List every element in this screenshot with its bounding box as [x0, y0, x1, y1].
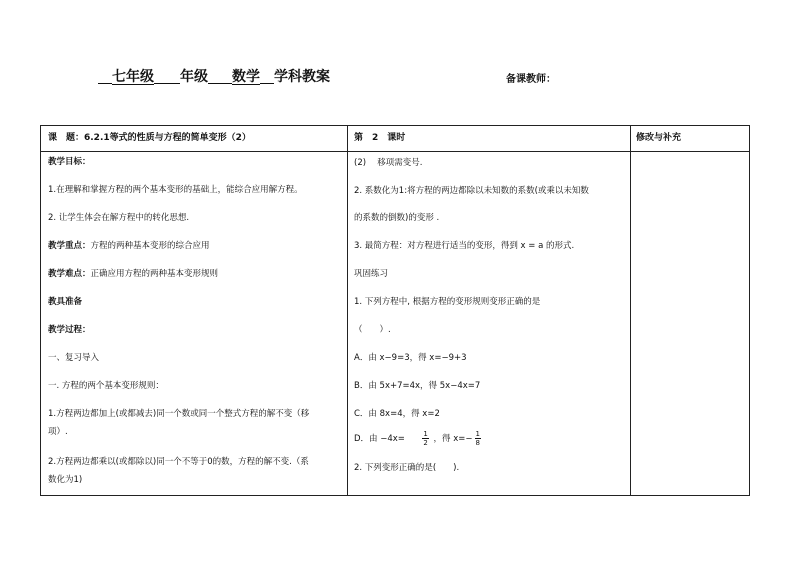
- option-a: A．由 x−9=3，得 x=−9+3: [354, 353, 467, 363]
- title-blank-4: [260, 67, 274, 84]
- rules-heading: 一. 方程的两个基本变形规则：: [48, 381, 164, 391]
- page-title: [98, 66, 330, 86]
- option-d-prefix: D．由 −4x=: [354, 434, 405, 444]
- option-b: B．由 5x+7=4x，得 5x−4x=7: [354, 381, 481, 391]
- option-d-fraction-2: [475, 430, 481, 447]
- question-1-blank: （ ）.: [354, 325, 391, 335]
- table-left-border: [40, 125, 41, 496]
- option-c: C．由 8x=4，得 x=2: [354, 409, 440, 419]
- table-top-border: [40, 125, 750, 126]
- title-subject: 数学: [232, 69, 260, 85]
- difficult-point: [48, 268, 218, 280]
- table-right-border: [749, 125, 750, 496]
- header-topic: 课 题：6.2.1等式的性质与方程的简单变形（2）: [48, 133, 251, 143]
- review-intro: 一、复习导入: [48, 353, 100, 363]
- title-blank-3: [208, 67, 232, 84]
- title-grade: 七年级: [112, 69, 154, 85]
- title-blank-2: [154, 67, 180, 84]
- fraction-2-numerator: 1: [475, 430, 480, 438]
- question-2: 2. 下列变形正确的是( ).: [354, 463, 460, 473]
- title-grade-suffix: 年级: [180, 69, 208, 85]
- rule-2-line-2: 数化为1): [48, 475, 83, 485]
- rule-1-line-2: 项）.: [48, 427, 68, 437]
- coefficient-rule-line-2: 的系数的倒数)的变形 .: [354, 213, 440, 223]
- title-suffix: 学科教案: [274, 69, 330, 85]
- table-col-divider-2: [630, 125, 631, 496]
- teaching-goals-heading: 教学目标：: [48, 157, 91, 167]
- teaching-aids-heading: 教具准备: [48, 297, 83, 307]
- fraction-1-denominator: 2: [423, 439, 428, 447]
- teacher-label: 备课教师：: [506, 74, 556, 85]
- simplest-equation: 3. 最简方程：对方程进行适当的变形，得到 x = a 的形式.: [354, 241, 575, 251]
- option-d: [354, 430, 483, 447]
- header-notes: 修改与补充: [636, 133, 682, 143]
- key-point-label: 教学重点：: [48, 241, 91, 251]
- fraction-2-denominator: 8: [475, 439, 480, 447]
- fraction-1-numerator: 1: [423, 430, 428, 438]
- teaching-process-heading: 教学过程：: [48, 325, 91, 335]
- key-point: [48, 240, 210, 252]
- difficult-point-label: 教学难点：: [48, 269, 91, 279]
- question-1: 1. 下列方程中, 根据方程的变形规则变形正确的是: [354, 297, 541, 307]
- table-header-divider: [40, 151, 750, 152]
- rule-1-line-1: 1.方程两边都加上(或都减去)同一个数或同一个整式方程的解不变（移: [48, 409, 310, 419]
- difficult-point-text: 正确应用方程的两种基本变形规则: [90, 269, 219, 279]
- goal-1: 1.在理解和掌握方程的两个基本变形的基础上，能综合应用解方程。: [48, 185, 303, 195]
- practice-heading: 巩固练习: [354, 269, 389, 279]
- option-d-fraction-1: [422, 430, 428, 447]
- option-d-middle: ，得 x=−: [433, 434, 473, 444]
- coefficient-rule-line-1: 2. 系数化为1:将方程的两边都除以未知数的系数(或乘以未知数: [354, 186, 589, 196]
- goal-2: 2. 让学生体会在解方程中的转化思想.: [48, 213, 190, 223]
- key-point-text: 方程的两种基本变形的综合应用: [90, 241, 210, 251]
- title-blank-1: [98, 67, 112, 84]
- header-lesson: 第 2 课时: [354, 133, 406, 143]
- table-bottom-border: [40, 495, 750, 496]
- rule-2-line-1: 2.方程两边都乘以(或都除以)同一个不等于0的数，方程的解不变.（系: [48, 457, 309, 467]
- move-term-rule: (2) 移项需变号.: [354, 158, 423, 168]
- table-col-divider-1: [347, 125, 348, 496]
